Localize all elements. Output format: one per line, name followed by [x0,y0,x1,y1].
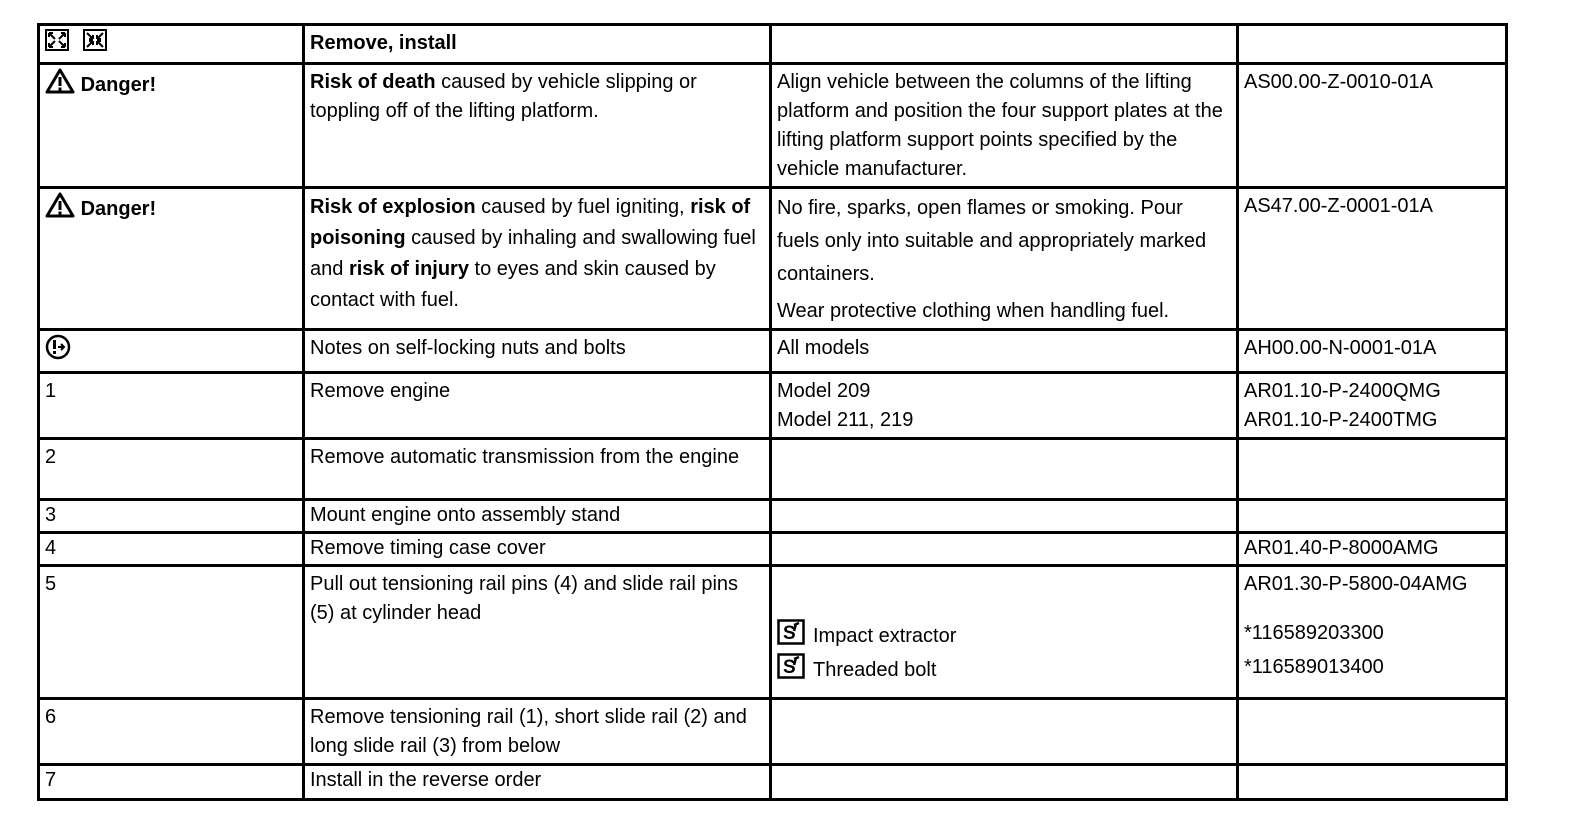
part-number: *116589203300 [1244,621,1384,644]
note-row [39,330,1507,373]
danger-label-cell [39,64,304,188]
empty-cell [771,533,1238,566]
danger-label: Danger! [80,197,157,220]
step-text: Remove timing case cover [304,533,771,566]
step-row [39,765,1507,800]
empty-cell [1238,439,1507,500]
empty-cell [771,439,1238,500]
risk-text: caused by fuel igniting, [475,196,691,218]
step-models [771,373,1238,439]
danger-row [39,188,1507,330]
step-text: Mount engine onto assembly stand [304,500,771,533]
note-icon [45,334,71,369]
empty-cell [1238,25,1507,64]
step-text: Remove engine [304,373,771,439]
tool-name: Threaded bolt [813,658,937,681]
empty-cell [771,765,1238,800]
reference-code: AH00.00-N-0001-01A [1238,330,1507,373]
special-tool-icon [777,653,805,688]
note-text: Notes on self-locking nuts and bolts [304,330,771,373]
measure-line: No fire, sparks, open flames or smoking. Pour fuels only into suitable and appropriately marked containers. [777,197,1207,285]
warning-triangle-icon [45,192,75,227]
reference-code: AS00.00-Z-0010-01A [1238,64,1507,188]
step-row [39,699,1507,765]
tool-item [777,653,1230,687]
reference-code: AR01.30-P-5800-04AMG [1244,573,1468,595]
empty-cell [771,699,1238,765]
page-title: Remove, install [304,25,771,64]
note-icon-cell [39,330,304,373]
step-number: 5 [39,566,304,699]
step-row [39,566,1507,699]
risk-text-bold: risk of injury [348,258,469,280]
step-row [39,533,1507,566]
danger-risk-cell [304,188,771,330]
svg-text:S: S [783,622,796,644]
tool-name: Impact extractor [813,624,957,647]
procedure-table [37,23,1508,801]
step-refs [1238,566,1507,699]
step-number: 3 [39,500,304,533]
empty-cell [771,25,1238,64]
risk-text: caused by inhaling and swallowing fuel and [310,227,756,280]
empty-cell [1238,699,1507,765]
step-text: Remove automatic transmission from the engine [304,439,771,500]
step-tools [771,566,1238,699]
risk-text: to eyes and skin caused by contact with fuel. [310,258,716,311]
step-row [39,500,1507,533]
step-row [39,439,1507,500]
measure-line: Wear protective clothing when handling fuel. [777,300,1170,322]
step-text: Pull out tensioning rail pins (4) and slide rail pins (5) at cylinder head [304,566,771,699]
risk-text-bold: risk of poisoning [310,196,751,249]
header-icons-cell [39,25,304,64]
svg-text:S: S [783,656,796,678]
danger-risk-cell [304,64,771,188]
remove-icon [45,29,69,60]
part-number: *116589013400 [1244,655,1384,678]
risk-text: caused by vehicle slipping or toppling off of the lifting platform. [310,71,697,122]
reference-code: AS47.00-Z-0001-01A [1238,188,1507,330]
empty-cell [771,500,1238,533]
step-number: 2 [39,439,304,500]
note-applies: All models [771,330,1238,373]
danger-row [39,64,1507,188]
step-number: 6 [39,699,304,765]
danger-measure-cell: Align vehicle between the columns of the lifting platform and position the four support plates at the lifting platform support points specified by the vehicle manufacturer. [771,64,1238,188]
risk-text-bold: Risk of death [310,71,436,93]
danger-label-cell [39,188,304,330]
step-text: Install in the reverse order [304,765,771,800]
reference-code: AR01.40-P-8000AMG [1238,533,1507,566]
danger-measure-cell [771,188,1238,330]
special-tool-icon [777,619,805,654]
empty-cell [1238,500,1507,533]
warning-triangle-icon [45,68,75,103]
step-number: 7 [39,765,304,800]
step-row [39,373,1507,439]
reference-code: AR01.10-P-2400QMG [1244,380,1441,402]
model-line: Model 211, 219 [777,409,914,431]
empty-cell [1238,765,1507,800]
risk-text-bold: Risk of explosion [310,196,476,218]
step-refs [1238,373,1507,439]
step-number: 4 [39,533,304,566]
danger-label: Danger! [80,73,157,96]
tool-item [777,619,1230,653]
reference-code: AR01.10-P-2400TMG [1244,409,1438,431]
model-line: Model 209 [777,380,871,402]
step-number: 1 [39,373,304,439]
header-row [39,25,1507,64]
install-icon [83,29,107,60]
step-text: Remove tensioning rail (1), short slide rail (2) and long slide rail (3) from below [304,699,771,765]
